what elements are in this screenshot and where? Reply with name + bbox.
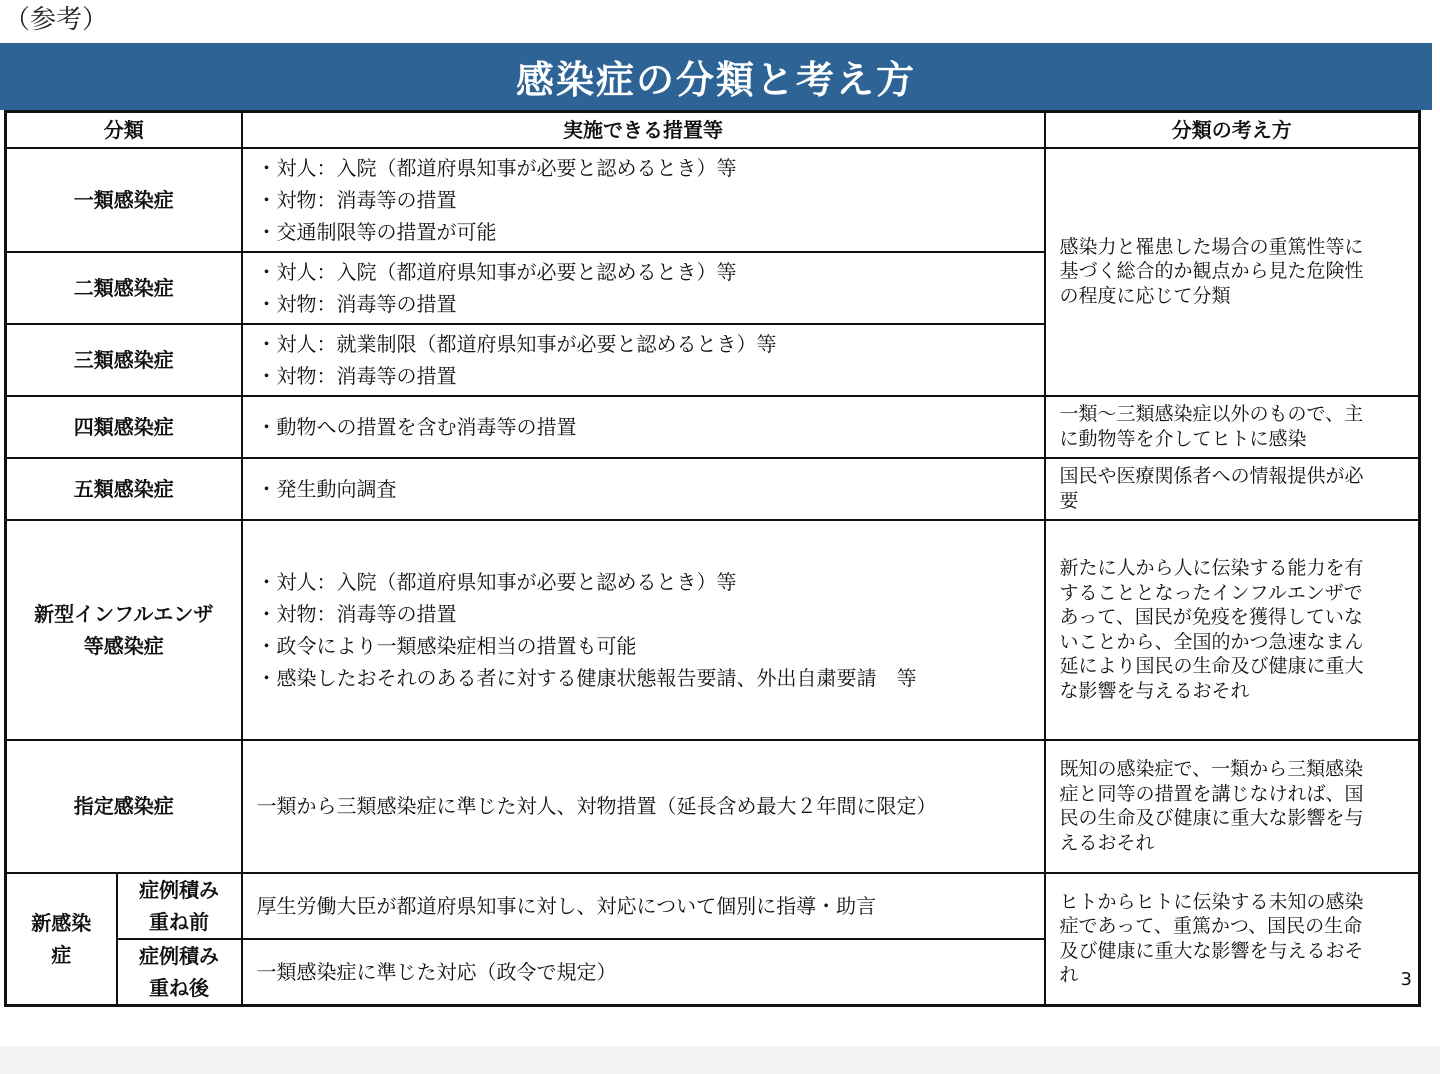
measure-line: ・対物：消毒等の措置: [256, 187, 457, 212]
table-row: [6, 873, 1420, 939]
thinking-line: 感染力と罹患した場合の重篤性等に: [1059, 235, 1364, 258]
category-label: 三類感染症: [73, 347, 174, 372]
thinking-line: れ: [1059, 964, 1079, 986]
measures-cell: [242, 252, 1045, 324]
category-label: 新型インフルエンザ: [34, 601, 214, 626]
table-row: [6, 458, 1420, 520]
measure-line: ・動物への措置を含む消毒等の措置: [256, 414, 577, 439]
header-category: 分類: [6, 112, 242, 148]
reference-label: （参考）: [4, 5, 109, 35]
thinking-line: ヒトからヒトに伝染する未知の感染: [1059, 890, 1364, 913]
subcategory-label: 症例積み: [139, 877, 219, 902]
table-row: [6, 740, 1420, 873]
measure-line: ・政令により一類感染症相当の措置も可能: [256, 633, 637, 658]
thinking-line: 症であって、重篤かつ、国民の生命: [1059, 915, 1363, 937]
category-label: 新感染: [31, 910, 92, 935]
measure-line: ・対人：就業制限（都道府県知事が必要と認めるとき）等: [256, 331, 777, 356]
thinking-line: 基づく総合的か観点から見た危険性: [1059, 260, 1364, 283]
header-measures: 実施できる措置等: [242, 112, 1045, 148]
thinking-line: いことから、全国的かつ急速なまん: [1059, 630, 1364, 653]
thinking-cell: [1045, 148, 1420, 396]
thinking-line: 民の生命及び健康に重大な影響を与: [1059, 807, 1364, 829]
measures-cell: [242, 324, 1045, 396]
measures-cell: [242, 520, 1045, 740]
thinking-line: 一類～三類感染症以外のもので、主: [1059, 403, 1364, 425]
header-thinking: 分類の考え方: [1045, 112, 1420, 148]
category-label: 等感染症: [83, 633, 164, 658]
category-label: 症: [51, 942, 72, 967]
category-cell: [6, 396, 242, 458]
measure-line: ・対人：入院（都道府県知事が必要と認めるとき）等: [256, 259, 737, 284]
subcategory-label: 重ね後: [149, 975, 209, 1000]
page-number: 3: [1400, 968, 1412, 990]
table-row: [6, 396, 1420, 458]
category-label: 一類感染症: [73, 187, 174, 212]
thinking-line: 症と同等の措置を講じなければ、国: [1059, 782, 1364, 805]
thinking-line: の程度に応じて分類: [1059, 284, 1231, 307]
thinking-cell: [1045, 873, 1420, 1006]
measure-line: ・交通制限等の措置が可能: [256, 219, 497, 244]
title-banner: [0, 43, 1432, 110]
thinking-line: 国民や医療関係者への情報提供が必: [1059, 465, 1364, 487]
measure-line: ・対人：入院（都道府県知事が必要と認めるとき）等: [256, 155, 737, 180]
footer-band: [0, 1046, 1440, 1074]
measure-line: 一類感染症に準じた対応（政令で規定）: [256, 959, 617, 984]
subcategory-cell: [117, 873, 242, 939]
measure-line: ・対物：消毒等の措置: [256, 363, 457, 388]
category-cell: [6, 324, 242, 396]
category-cell: [6, 740, 242, 873]
thinking-cell: [1045, 520, 1420, 740]
thinking-line: あって、国民が免疫を獲得していな: [1059, 606, 1363, 628]
thinking-line: 既知の感染症で、一類から三類感染: [1059, 758, 1364, 780]
category-label: 二類感染症: [73, 275, 174, 300]
category-cell: [6, 873, 117, 1006]
measures-cell: [242, 873, 1045, 939]
thinking-line: 新たに人から人に伝染する能力を有: [1059, 557, 1364, 579]
thinking-line: することとなったインフルエンザで: [1059, 581, 1363, 604]
subcategory-cell: [117, 939, 242, 1006]
thinking-cell: [1045, 458, 1420, 520]
category-cell: [6, 520, 242, 740]
measure-line: 一類から三類感染症に準じた対人、対物措置（延長含め最大２年間に限定）: [256, 794, 937, 818]
thinking-line: に動物等を介してヒトに感染: [1059, 427, 1307, 450]
measure-line: ・対人：入院（都道府県知事が必要と認めるとき）等: [256, 569, 737, 594]
header-row: [6, 112, 1420, 148]
category-label: 指定感染症: [73, 794, 174, 818]
measure-line: ・感染したおそれのある者に対する健康状態報告要請、外出自粛要請 等: [256, 665, 917, 690]
measure-line: ・対物：消毒等の措置: [256, 291, 457, 316]
category-cell: [6, 148, 242, 252]
category-label: 五類感染症: [73, 476, 174, 501]
subcategory-label: 症例積み: [139, 943, 219, 968]
table-row: [6, 148, 1420, 252]
subcategory-label: 重ね前: [149, 909, 209, 934]
classification-table-wrapper: [4, 110, 1418, 1000]
thinking-line: 及び健康に重大な影響を与えるおそ: [1059, 939, 1364, 962]
measures-cell: [242, 396, 1045, 458]
measures-cell: [242, 148, 1045, 252]
thinking-line: な影響を与えるおそれ: [1059, 679, 1250, 702]
classification-table: [4, 110, 1421, 1007]
page-title: 感染症の分類と考え方: [515, 58, 916, 102]
measures-cell: [242, 458, 1045, 520]
measures-cell: [242, 939, 1045, 1006]
thinking-line: 延により国民の生命及び健康に重大: [1059, 655, 1364, 677]
thinking-cell: [1045, 740, 1420, 873]
measure-line: 厚生労働大臣が都道府県知事に対し、対応について個別に指導・助言: [256, 893, 877, 918]
category-cell: [6, 252, 242, 324]
table-row: [6, 520, 1420, 740]
category-label: 四類感染症: [73, 414, 174, 439]
thinking-cell: [1045, 396, 1420, 458]
measure-line: ・発生動向調査: [256, 476, 397, 501]
category-cell: [6, 458, 242, 520]
thinking-line: 要: [1059, 489, 1079, 512]
measures-cell: [242, 740, 1045, 873]
measure-line: ・対物：消毒等の措置: [256, 601, 457, 626]
thinking-line: えるおそれ: [1059, 831, 1155, 854]
